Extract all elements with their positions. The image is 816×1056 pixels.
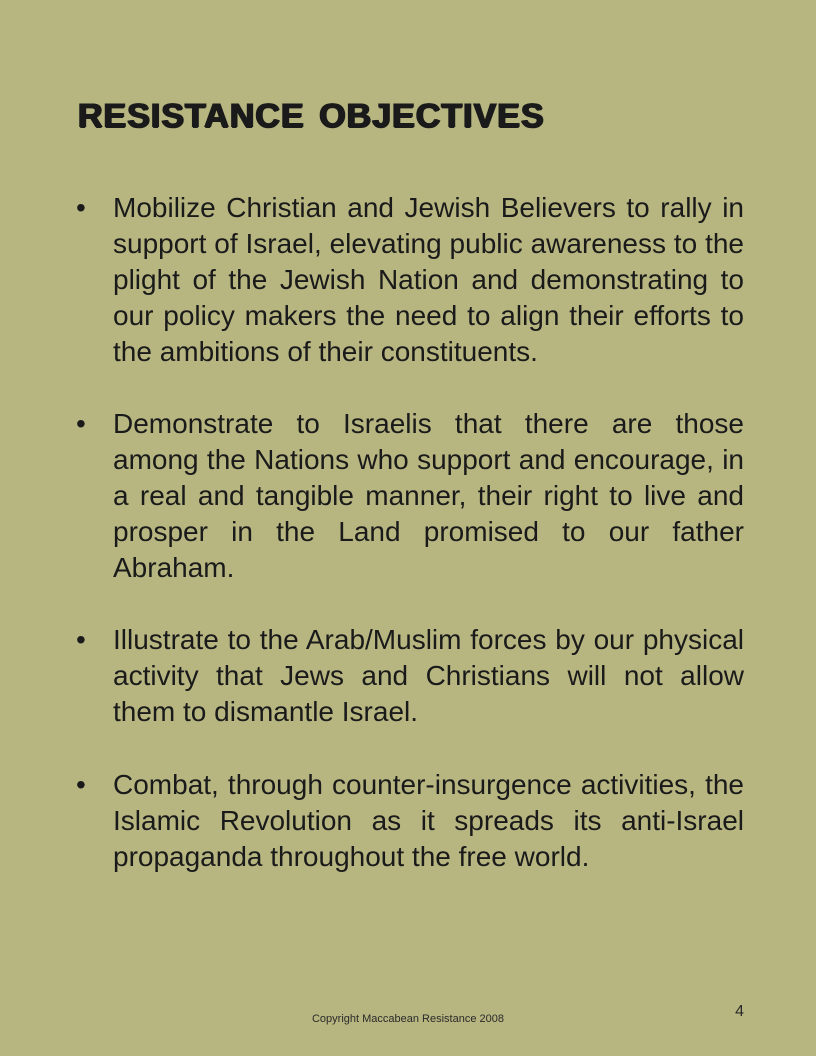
objectives-list — [72, 190, 744, 875]
bullet-icon: • — [76, 408, 86, 439]
bullet-text: Mobilize Christian and Jewish Believers to rally in support of Israel, elevating public awareness to the plight of the Jewish Nation and demonstrating to our policy makers the need to align their efforts to the ambitions of their constituents. — [113, 192, 744, 367]
bullet-icon: • — [76, 192, 86, 223]
list-item — [72, 190, 744, 370]
bullet-text: Demonstrate to Israelis that there are those among the Nations who support and encourage, in a real and tangible manner, their right to live and prosper in the Land promised to our father Abraham. — [113, 408, 744, 583]
bullet-text: Combat, through counter-insurgence activities, the Islamic Revolution as it spreads its anti-Israel propaganda throughout the free world. — [113, 769, 744, 872]
bullet-icon: • — [76, 624, 86, 655]
page-number: 4 — [735, 1003, 744, 1020]
bullet-icon: • — [76, 769, 86, 800]
page-title: resistance objectives — [78, 84, 545, 138]
list-item — [72, 622, 744, 730]
bullet-text: Illustrate to the Arab/Muslim forces by our physical activity that Jews and Christians will not allow them to dismantle Israel. — [113, 624, 744, 727]
list-item — [72, 406, 744, 586]
footer-copyright: Copyright Maccabean Resistance 2008 — [311, 1013, 504, 1025]
list-item — [72, 767, 744, 875]
